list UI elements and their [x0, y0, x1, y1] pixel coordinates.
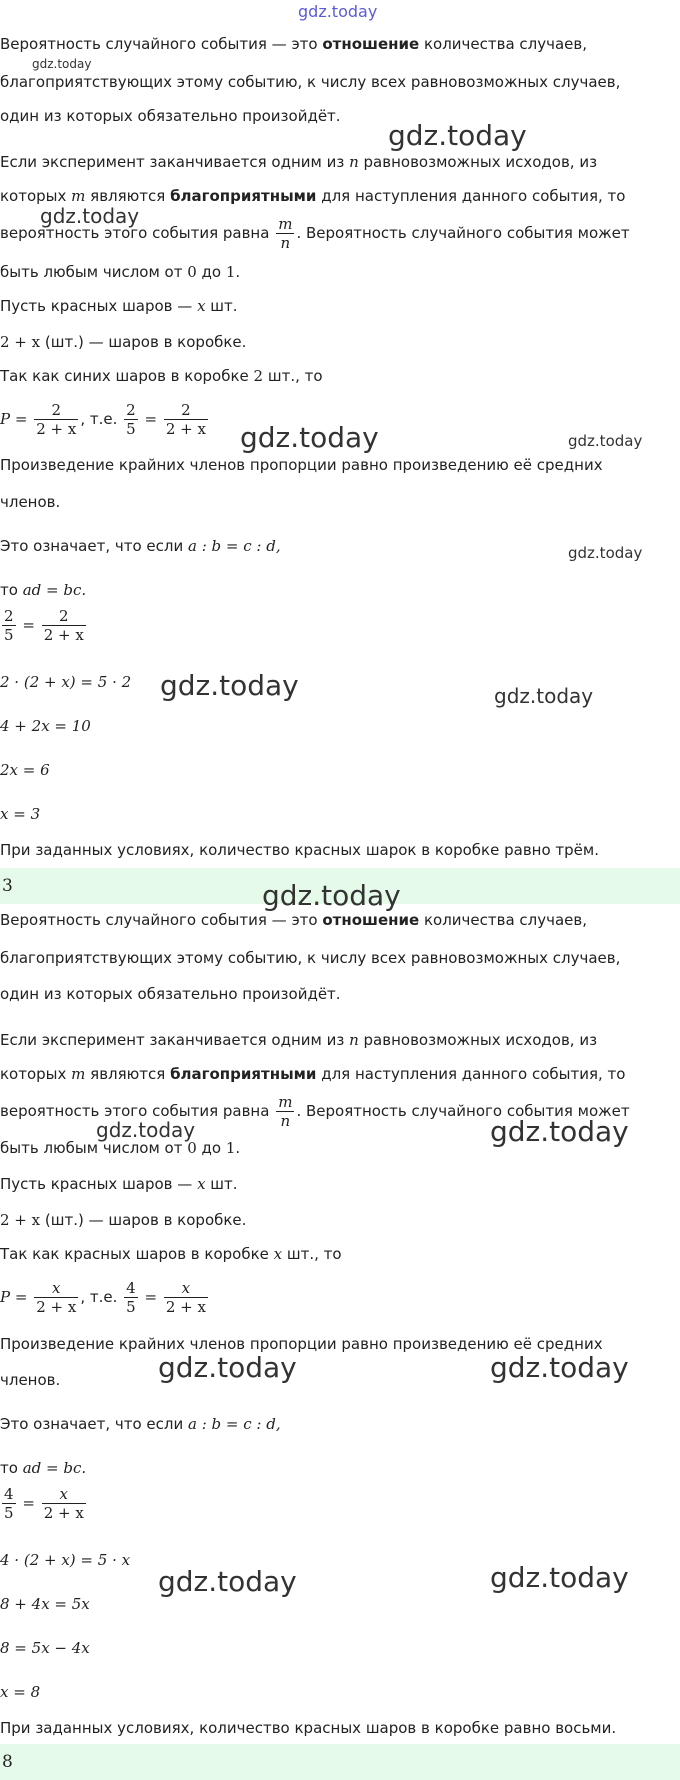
- equation-step-2: 4 + 2x = 10: [0, 717, 91, 735]
- definition-line-2: благоприятствующих этому событию, к числу всех равновозможных случаев,: [0, 73, 621, 91]
- equation-proportion: $\frac{4}{5}$ = $\frac{x}{2 + x}$: [4, 1485, 84, 1522]
- definition-line-1: Вероятность случайного события — это отношение количества случаев,: [0, 911, 588, 929]
- means-statement: Это означает, что если a : b = c : d,: [0, 1415, 281, 1433]
- conclusion: При заданных условиях, количество красных шарок в коробке равно трём.: [0, 841, 599, 859]
- means-statement: Это означает, что если a : b = c : d,: [0, 537, 281, 555]
- definition-line-2: благоприятствующих этому событию, к числу всех равновозможных случаев,: [0, 949, 621, 967]
- watermark: gdz.today: [490, 1351, 629, 1384]
- fraction-m-over-n: $\frac{m}{n}$: [278, 215, 293, 252]
- equation-step-3: 2x = 6: [0, 761, 50, 779]
- watermark: gdz.today: [568, 432, 643, 450]
- watermark: gdz.today: [32, 57, 92, 71]
- probability-formula: P = $\frac{x}{2 + x}$ , т.е. $\frac{4}{5}$ = $\frac{x}{2 + x}$: [0, 1279, 206, 1316]
- balls-in-box: 2 + x (шт.) — шаров в коробке.: [0, 333, 247, 351]
- watermark: gdz.today: [494, 684, 594, 708]
- proportion-rule-line-2: членов.: [0, 1371, 61, 1389]
- experiment-line-1: Если эксперимент заканчивается одним из n равновозможных исходов, из: [0, 1031, 598, 1049]
- watermark: gdz.today: [490, 1115, 629, 1148]
- equation-step-4: x = 8: [0, 1683, 41, 1701]
- probability-formula: P = $\frac{2}{2 + x}$ , т.е. $\frac{2}{5}$ = $\frac{2}{2 + x}$: [0, 401, 206, 438]
- answer-box: 8: [0, 1744, 680, 1780]
- watermark: gdz.today: [490, 1561, 629, 1594]
- watermark: gdz.today: [262, 879, 401, 912]
- equation-step-4: x = 3: [0, 805, 41, 823]
- conclusion: При заданных условиях, количество красных шаров в коробке равно восьми.: [0, 1719, 617, 1737]
- equation-step-2: 8 + 4x = 5x: [0, 1595, 90, 1613]
- watermark: gdz.today: [568, 544, 643, 562]
- watermark: gdz.today: [240, 421, 379, 454]
- experiment-line-1: Если эксперимент заканчивается одним из n равновозможных исходов, из: [0, 153, 598, 171]
- proportion-rule-line-1: Произведение крайних членов пропорции равно произведению её средних: [0, 456, 603, 474]
- experiment-line-2: которых m являются благоприятными для наступления данного события, то: [0, 187, 626, 205]
- then-statement: то ad = bc.: [0, 1459, 87, 1477]
- since-red-balls: Так как красных шаров в коробке x шт., то: [0, 1245, 342, 1263]
- definition-line-3: один из которых обязательно произойдёт.: [0, 107, 341, 125]
- equation-step-1: 2 · (2 + x) = 5 · 2: [0, 673, 132, 691]
- equation-proportion: $\frac{2}{5}$ = $\frac{2}{2 + x}$: [4, 607, 84, 644]
- experiment-line-2: которых m являются благоприятными для наступления данного события, то: [0, 1065, 626, 1083]
- experiment-line-3: вероятность этого события равна $\frac{m}{n}$ . Вероятность случайного события может: [0, 1093, 630, 1130]
- watermark: gdz.today: [158, 1565, 297, 1598]
- watermark: gdz.today: [96, 1118, 196, 1142]
- answer-box: 3: [0, 868, 680, 904]
- balls-in-box: 2 + x (шт.) — шаров в коробке.: [0, 1211, 247, 1229]
- proportion-rule-line-1: Произведение крайних членов пропорции равно произведению её средних: [0, 1335, 603, 1353]
- fraction-m-over-n: $\frac{m}{n}$: [278, 1093, 293, 1130]
- equation-step-3: 8 = 5x − 4x: [0, 1639, 90, 1657]
- watermark: gdz.today: [388, 119, 527, 152]
- proportion-rule-line-2: членов.: [0, 493, 61, 511]
- watermark: gdz.today: [40, 204, 140, 228]
- experiment-line-4: быть любым числом от 0 до 1.: [0, 1139, 241, 1157]
- definition-line-3: один из которых обязательно произойдёт.: [0, 985, 341, 1003]
- since-blue-balls: Так как синих шаров в коробке 2 шт., то: [0, 367, 323, 385]
- experiment-line-4: быть любым числом от 0 до 1.: [0, 263, 241, 281]
- let-red-balls: Пусть красных шаров — x шт.: [0, 297, 238, 315]
- let-red-balls: Пусть красных шаров — x шт.: [0, 1175, 238, 1193]
- experiment-line-3: вероятность этого события равна $\frac{m}{n}$ . Вероятность случайного события может: [0, 215, 630, 252]
- watermark-top: gdz.today: [298, 2, 378, 21]
- then-statement: то ad = bc.: [0, 581, 87, 599]
- watermark: gdz.today: [160, 669, 299, 702]
- equation-step-1: 4 · (2 + x) = 5 · x: [0, 1551, 131, 1569]
- watermark: gdz.today: [158, 1351, 297, 1384]
- definition-line-1: Вероятность случайного события — это отношение количества случаев,: [0, 35, 588, 53]
